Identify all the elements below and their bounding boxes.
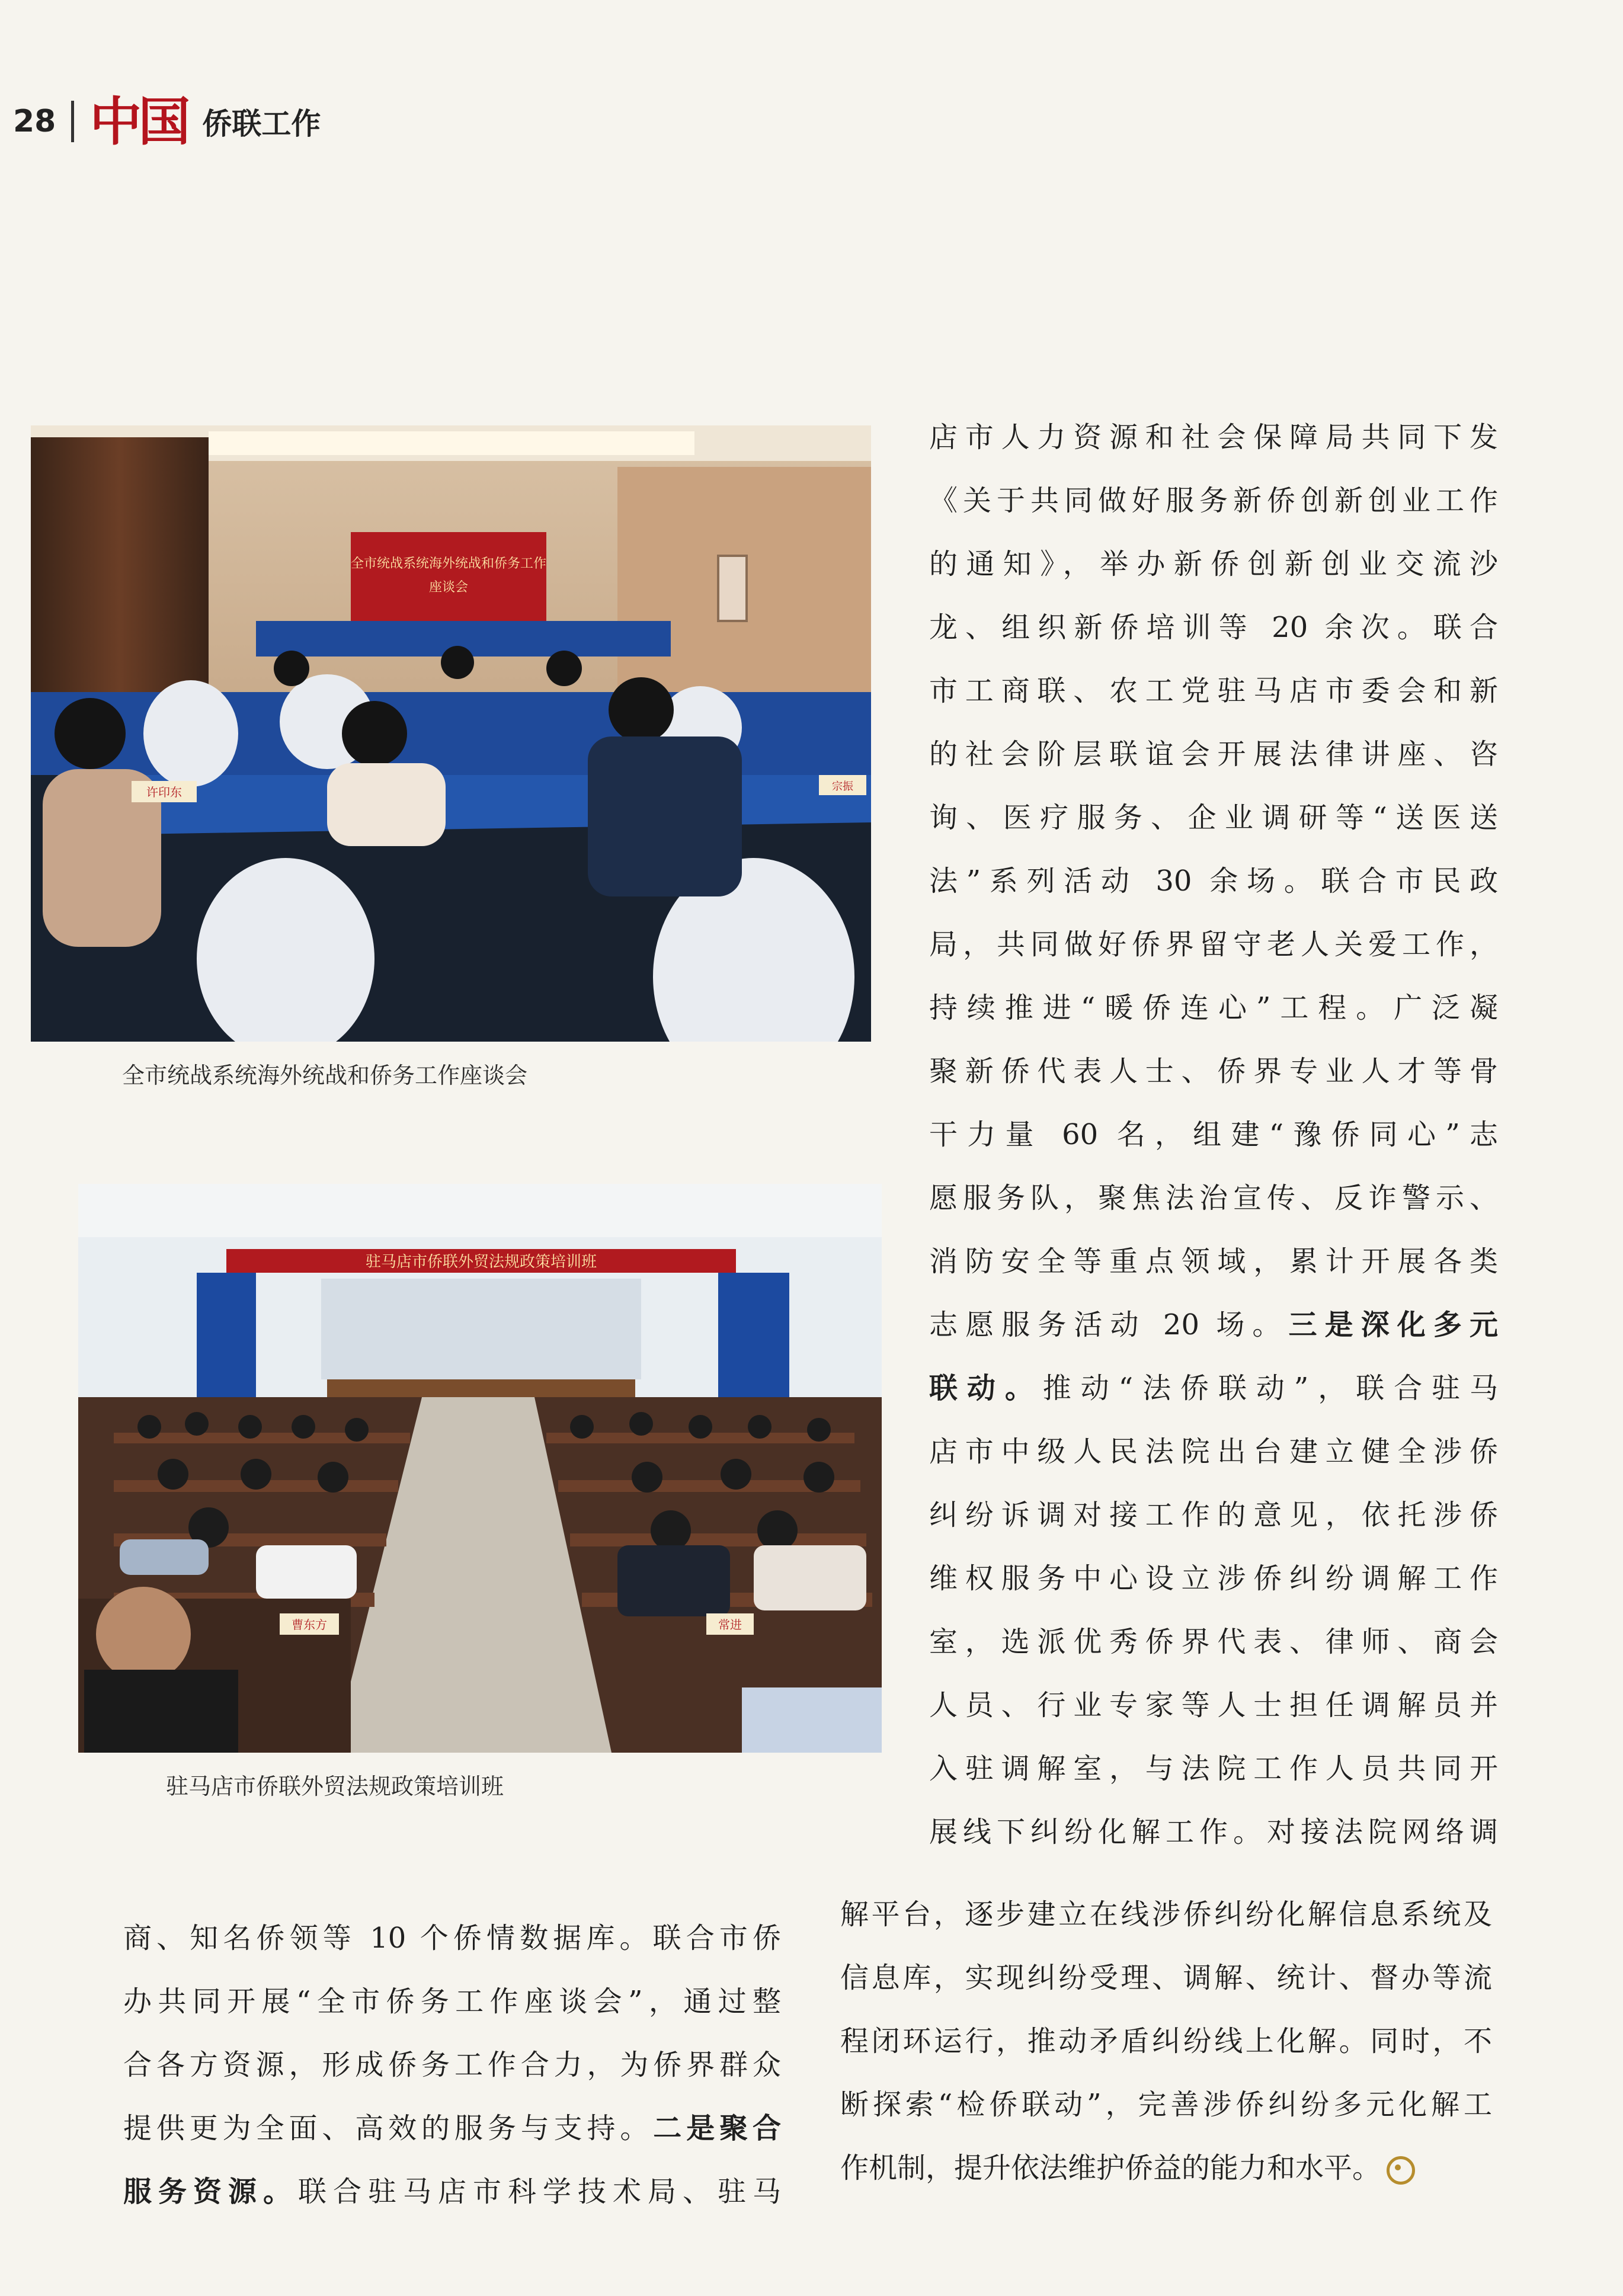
column-title: 侨联工作 [202,107,321,141]
text-line: 解平台，逐步建立在线涉侨纠纷化解信息系统及 [840,1898,1492,1931]
text-segment: 联合驻马店市科学技术局、驻马 [298,2175,781,2208]
text-line: 聚新侨代表人士、侨界专业人才等骨 [929,1055,1498,1088]
text-line: 的社会阶层联谊会开展法律讲座、咨 [929,738,1498,771]
text-line: 局，共同做好侨界留守老人关爱工作， [929,928,1498,961]
text-line: 维权服务中心设立涉侨纠纷调解工作 [929,1562,1498,1595]
text-line: 愿服务队，聚焦法治宣传、反诈警示、 [929,1181,1498,1215]
text-line: 断探索“检侨联动”，完善涉侨纠纷多元化解工 [840,2088,1492,2121]
text-line: 信息库，实现纠纷受理、调解、统计、督办等流 [840,1961,1492,1994]
text-line: 商、知名侨领等 10 个侨情数据库。联合市侨 [123,1922,781,1955]
text-line [929,1357,1498,1420]
text-line: 店市中级人民法院出台建立健全涉侨 [929,1435,1498,1468]
text-line: 纠纷诉调对接工作的意见，依托涉侨 [929,1498,1498,1532]
bold-heading-2-cont: 服务资源。 [123,2175,298,2208]
bold-heading-3-cont: 联动。 [929,1372,1043,1405]
photo-forum-image [31,425,871,1042]
photo2-banner-text: 驻马店市侨联外贸法规政策培训班 [365,1253,597,1271]
right-column-text [929,406,1498,1864]
bold-heading-2: 二是聚合 [653,2112,781,2145]
page-number: 28 [13,104,56,139]
photo2-namecard-2: 常进 [718,1618,742,1632]
photo1-banner-subtext: 座谈会 [428,580,469,595]
text-line: 持续推进“暖侨连心”工程。广泛凝 [929,991,1498,1024]
photo-forum-caption: 全市统战系统海外统战和侨务工作座谈会 [122,1062,528,1088]
text-line: 龙、组织新侨培训等 20 余次。联合 [929,611,1498,644]
magazine-logo: 中国 [89,91,187,152]
text-line: 的通知》，举办新侨创新创业交流沙 [929,547,1498,581]
photo-forum [31,425,871,1042]
text-line [840,2137,1492,2200]
text-line: 室，选派优秀侨界代表、律师、商会 [929,1625,1498,1658]
text-line [123,2097,781,2160]
text-line: 办共同开展“全市侨务工作座谈会”，通过整 [123,1985,781,2018]
text-line: 法”系列活动 30 余场。联合市民政 [929,864,1498,898]
text-line: 人员、行业专家等人士担任调解员并 [929,1689,1498,1722]
photo-training-caption: 驻马店市侨联外贸法规政策培训班 [166,1773,504,1799]
text-segment: 作机制，提升依法维护侨益的能力和水平。 [840,2151,1381,2185]
text-line: 合各方资源，形成侨务工作合力，为侨界群众 [123,2048,781,2082]
text-line: 询、医疗服务、企业调研等“送医送 [929,801,1498,834]
photo-training [78,1184,882,1753]
bold-heading-3: 三是深化多元 [1288,1308,1498,1341]
text-line: 市工商联、农工党驻马店市委会和新 [929,674,1498,707]
text-line: 《关于共同做好服务新侨创新创业工作 [929,484,1498,517]
text-line [929,1293,1498,1357]
text-line [123,2160,781,2224]
text-line: 程闭环运行，推动矛盾纠纷线上化解。同时，不 [840,2025,1492,2058]
text-line: 干力量 60 名，组建“豫侨同心”志 [929,1118,1498,1151]
photo-training-image [78,1184,882,1753]
end-mark-icon [1387,2156,1415,2185]
photo1-namecard-2: 宗振 [832,780,853,793]
bottom-right-text [840,1883,1492,2200]
photo1-namecard-1: 许印东 [146,785,182,799]
text-segment: 推动“法侨联动”，联合驻马 [1042,1372,1498,1405]
text-line: 展线下纠纷化解工作。对接法院网络调 [929,1815,1498,1849]
text-segment: 志愿服务活动 20 场。 [929,1308,1289,1341]
photo2-namecard-1: 曹东方 [292,1618,327,1632]
header-divider [71,101,74,142]
text-segment: 提供更为全面、高效的服务与支持。 [123,2112,654,2145]
text-line: 入驻调解室，与法院工作人员共同开 [929,1752,1498,1785]
photo1-banner-text: 全市统战系统海外统战和侨务工作 [350,556,547,571]
text-line: 消防安全等重点领域，累计开展各类 [929,1245,1498,1278]
text-line: 店市人力资源和社会保障局共同下发 [929,421,1498,454]
page-header [13,89,321,154]
bottom-left-text [123,1907,781,2224]
